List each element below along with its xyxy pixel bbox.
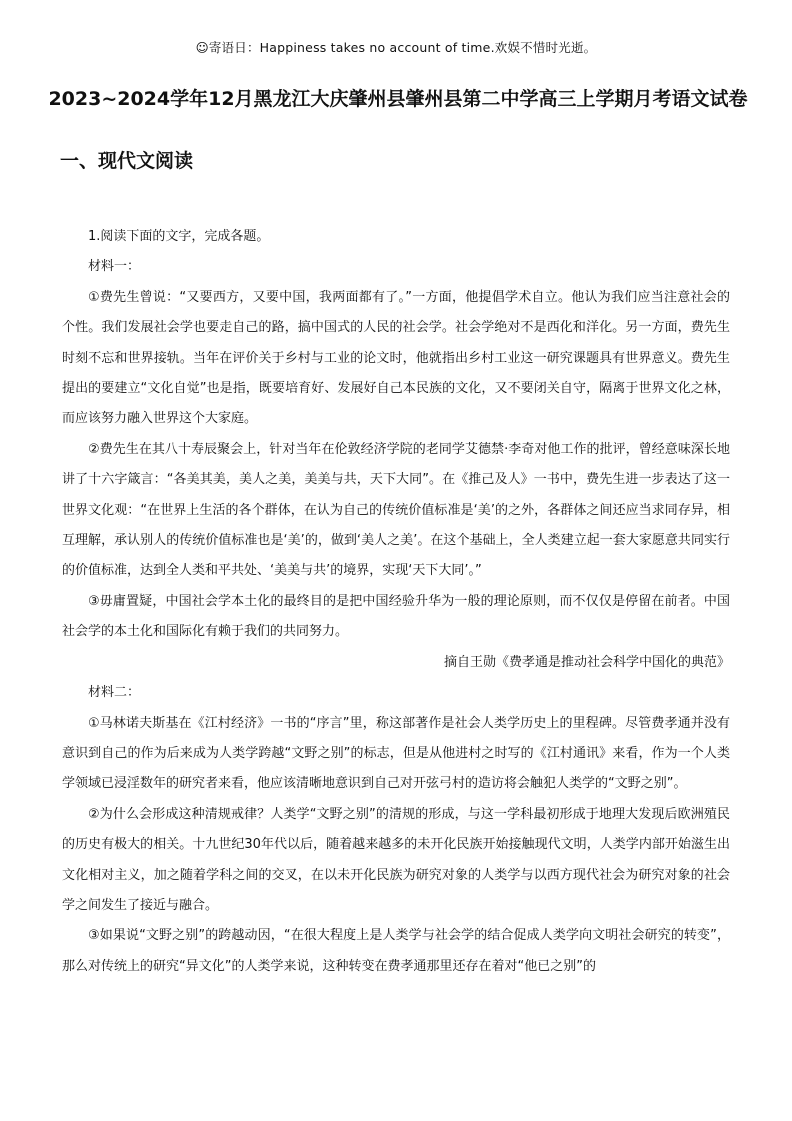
reading-body [62,222,730,982]
section-heading: 一、现代文阅读 [60,150,194,172]
material-1-source: 摘自王勋《费孝通是推动社会科学中国化的典范》 [443,654,730,670]
material-2-label: 材料二： [88,685,141,701]
material-1-label: 材料一： [88,259,141,275]
material-1-paragraph-2: ②费先生在其八十寿辰聚会上，针对当年在伦敦经济学院的老同学艾德禁·李奇对他工作的批评，曾经意味深长地讲了十六字箴言：“各美其美，美人之美，美美与共，天下大同”。在《推己及人》一书中，费先生进一步表达了这一世界文化观：“在世界上生活的各个群体，在认为自己的传统价值标准是‘美’的之外，各群体之间还应当求同存异，相互理解，承认别人的传统价值标准也是‘美’的，做到‘美人之美’。在这个基础上，全人类建立起一套大家愿意共同实行的价值标准，达到全人类和平共处、‘美美与共’的境界，实现‘天下大同’。” [62,441,730,579]
material-2-paragraph-3: ③如果说“文野之别”的跨越动因，“在很大程度上是人类学与社会学的结合促成人类学向文明社会研究的转变”，那么对传统上的研究“异文化”的人类学来说，这种转变在费孝通那里还存在着对“他已之别”的 [62,928,730,974]
question-prompt: 1.阅读下面的文字，完成各题。 [88,229,270,244]
material-1-paragraph-1: ①费先生曾说：“又要西方，又要中国，我两面都有了。”一方面，他提倡学术自立。他认为我们应当注意社会的个性。我们发展社会学也要走自己的路，搞中国式的人民的社会学。社会学绝对不是西化和洋化。另一方面，费先生时刻不忘和世界接轨。当年在评价关于乡村与工业的论文时，他就指出乡村工业这一研究课题具有世界意义。费先生提出的要建立“文化自觉”也是指，既要培育好、发展好自己本民族的文化，又不要闭关自守，隔离于世界文化之林，而应该努力融入世界这个大家庭。 [62,289,730,427]
motto-line: ☺寄语日：Happiness takes no account of time.欢娱不惜时光逝。 [195,40,597,55]
page-title: 2023~2024学年12月黑龙江大庆肇州县肇州县第二中学高三上学期月考语文试卷 [48,88,748,110]
material-2-paragraph-1: ①马林诺夫斯基在《江村经济》一书的“序言”里，称这部著作是社会人类学历史上的里程碑。尽管费孝通并没有意识到自己的作为后来成为人类学跨越“文野之别”的标志，但是从他进村之时写的《江村通讯》来看，作为一个人类学领域已浸淫数年的研究者来看，他应该清晰地意识到自己对开弦弓村的造访将会触犯人类学的“文野之别”。 [62,715,730,792]
material-2-paragraph-2: ②为什么会形成这种清规戒律？人类学“文野之别”的清规的形成，与这一学科最初形成于地理大发现后欧洲殖民的历史有极大的相关。十九世纪30年代以后，随着越来越多的未开化民族开始接触现代文明，人类学内部开始滋生出文化相对主义，加之随着学科之间的交叉，在以未开化民族为研究对象的人类学与以西方现代社会为研究对象的社会学之间发生了接近与融合。 [62,806,730,913]
material-1-paragraph-3: ③毋庸置疑，中国社会学本土化的最终目的是把中国经验升华为一般的理论原则，而不仅仅是停留在前者。中国社会学的本土化和国际化有赖于我们的共同努力。 [62,593,730,640]
